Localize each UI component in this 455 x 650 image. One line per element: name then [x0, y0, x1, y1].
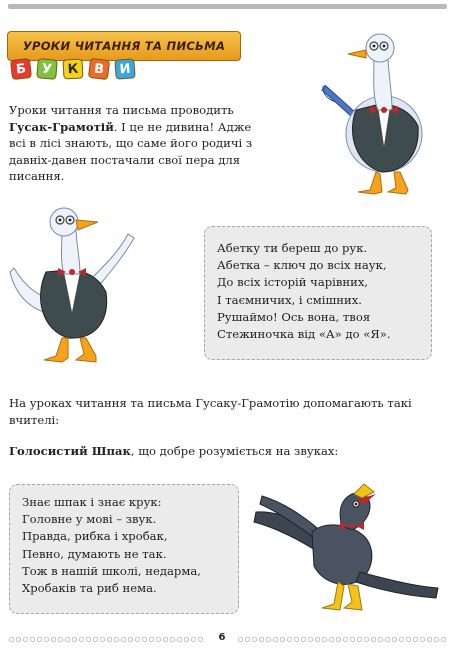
letter-tile: К [62, 58, 83, 79]
letter-tile: У [36, 58, 58, 80]
footer-decoration-right [237, 636, 447, 643]
section-banner [7, 31, 241, 85]
teacher-name: Голосистий Шпак [9, 444, 131, 458]
top-rule [8, 4, 447, 9]
poem-line: Певно, думають не так. [22, 546, 167, 561]
poem-line: Головне у мові – звук. [22, 512, 157, 527]
poem-line: Абетку ти береш до рук. [217, 241, 368, 255]
letter-tile: Б [10, 58, 32, 80]
page-number: 6 [218, 632, 226, 643]
poem-line: До всіх історій чарівних, [217, 275, 369, 290]
intro-text-start: Уроки читання та письма проводить [9, 103, 234, 117]
poem-line: І таємничих, і смішних. [217, 292, 362, 307]
poem-line: Тож в нашій школі, недарма, [22, 563, 201, 578]
teacher-starling [9, 443, 449, 460]
poem-line: Стежиночка від «А» до «Я». [217, 327, 391, 342]
teacher-description: , що добре розуміється на звуках: [130, 444, 339, 458]
poem-line: Правда, рибка і хробак, [22, 529, 168, 544]
goose-waving-illustration [6, 202, 140, 366]
letter-tile: И [114, 58, 135, 79]
footer-decoration-left [8, 636, 204, 643]
starling-illustration [252, 482, 442, 614]
letter-tile: В [88, 58, 110, 80]
letter-tiles [11, 59, 135, 79]
goose-with-quill-illustration [318, 26, 436, 196]
goose-name: Гусак-Грамотій [9, 119, 114, 134]
intro-text-end: . І це не дивина! Адже всі в лісі знають, що саме його родичі з давніх-давен постачали свої пера для писання. [9, 119, 253, 183]
page-footer [0, 632, 455, 648]
banner-title: УРОКИ ЧИТАННЯ ТА ПИСЬМА [22, 39, 226, 53]
poem-line: Рушаймо! Ось вона, твоя [217, 309, 371, 324]
poem-line: Абетка – ключ до всіх наук, [217, 258, 387, 273]
poem-box-starling [9, 484, 239, 614]
poem-line: Знає шпак і знає крук: [22, 495, 162, 509]
poem-box-alphabet [204, 226, 432, 360]
poem-line: Хробаків та риб нема. [22, 581, 157, 596]
banner-plank [7, 31, 241, 61]
teachers-intro: На уроках читання та письма Гусаку-Грамотію допомагають такі вчителі: [9, 396, 412, 427]
intro-paragraph [9, 102, 261, 185]
